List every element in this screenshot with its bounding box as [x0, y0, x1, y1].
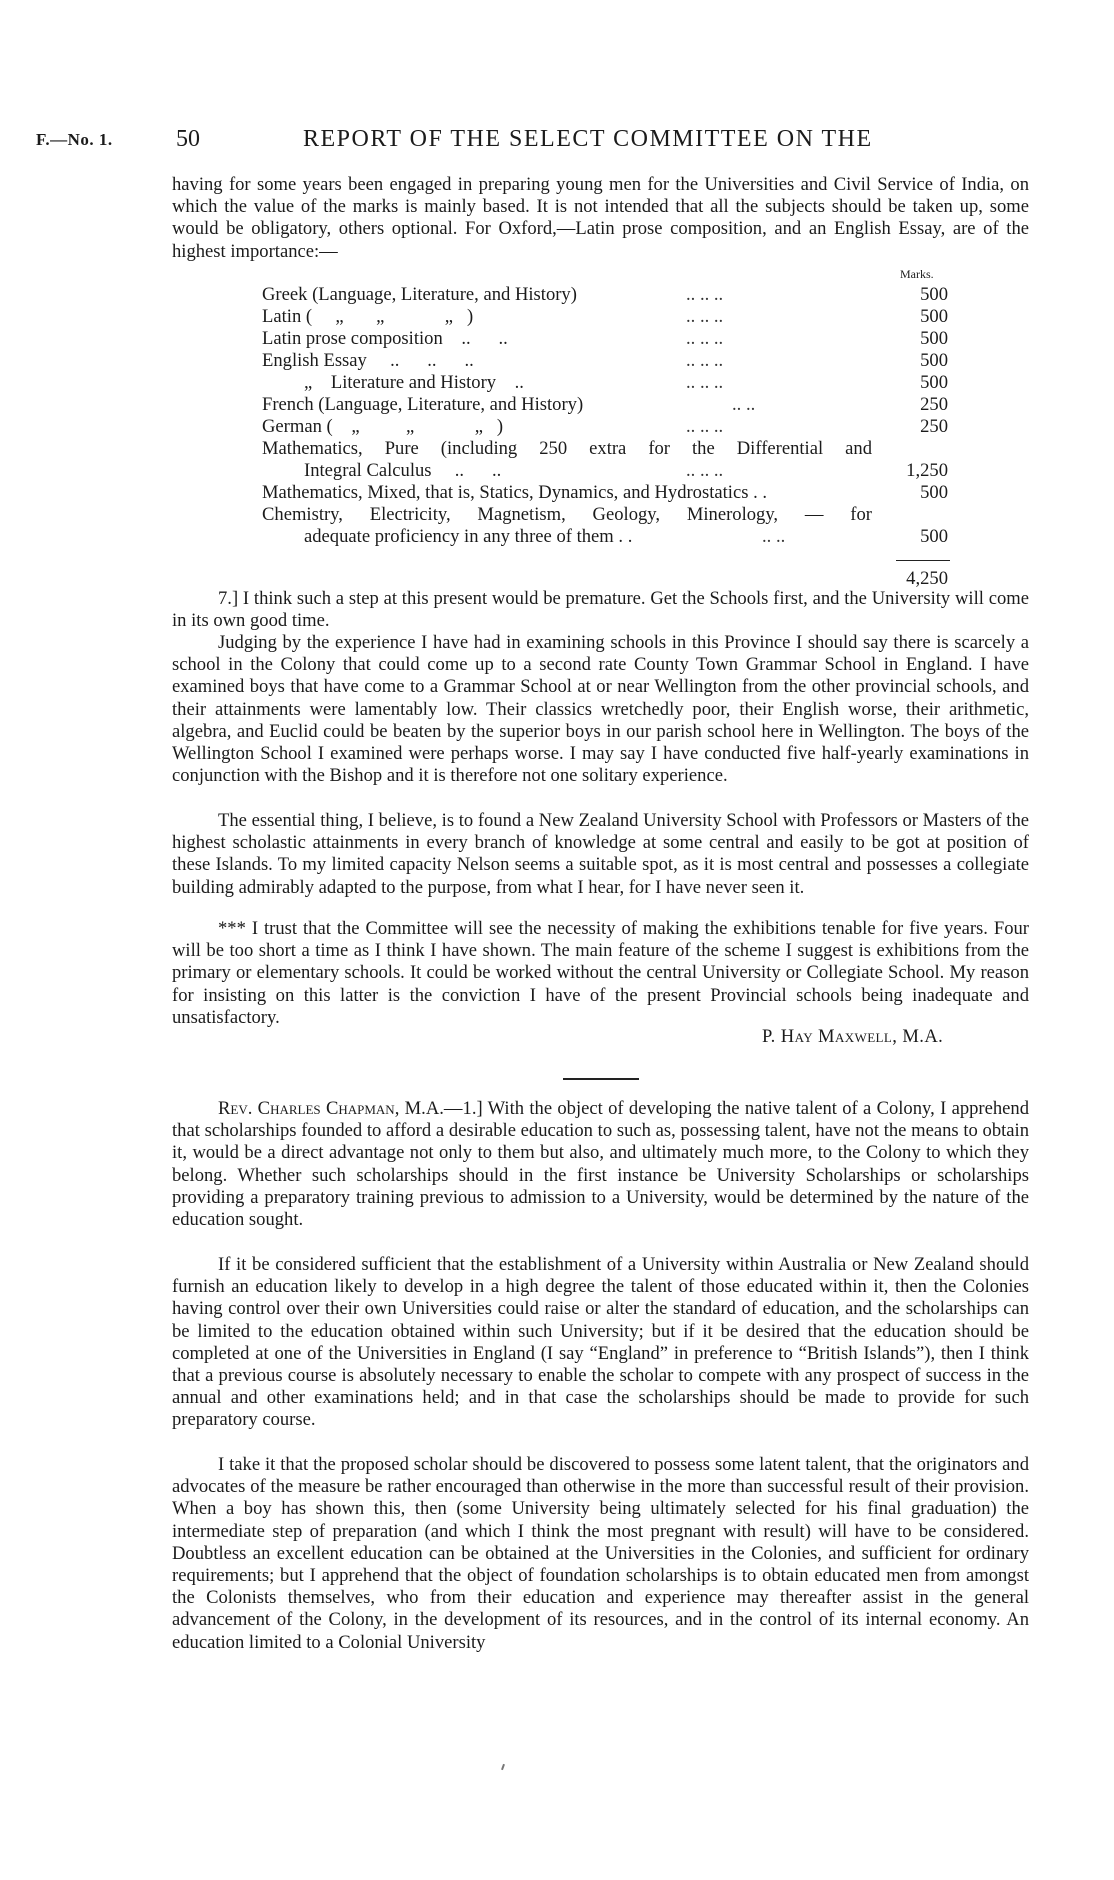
- marks-row: Latin ( „ „ „ ) .. .. .. 500: [262, 306, 948, 327]
- document-reference: F.—No. 1.: [36, 130, 113, 149]
- marks-row: German ( „ „ „ ) .. .. .. 250: [262, 416, 948, 437]
- intro-paragraph: having for some years been engaged in preparing young men for the Universities and Civil Service of India, on which the value of the marks is mainly based. It is not intended that all the subjects should be taken up, some would be obligatory, others optional. For Oxford,—Latin prose composition, and an English Essay, are of the highest importance:—: [172, 174, 1029, 262]
- page-number: 50: [176, 126, 200, 152]
- marks-row: Mathematics, Pure (including 250 extra for the Differential and: [262, 438, 872, 459]
- paragraph-judging: Judging by the experience I have had in examining schools in this Province I should say there is scarcely a school in the Colony that could come up to a second rate County Town Grammar School in England. I have examined boys that have come to a Grammar School at or near Wellington from the other provincial schools, and their attainments were lamentably low. Their classics wretchedly poor, their English worse, their arithmetic, algebra, and Euclid could be beaten by the superior boys in our parish school here in Wellington. The boys of the Wellington School I examined were perhaps worse. I may say I have conducted five half-yearly examinations in conjunction with the Bishop and it is therefore not one solitary experience.: [172, 632, 1029, 787]
- running-title: REPORT OF THE SELECT COMMITTEE ON THE: [303, 126, 873, 152]
- paragraph-chapman-1: Rev. Charles Chapman, M.A.—1.] With the object of developing the native talent of a Colony, I apprehend that scholarships founded to afford a desirable education to such as, possessing talent, have not the means to obtain it, would be a direct advantage not only to them but also, and ultimately much more, to the Colony to which they belong. Whether such scholarships should in the first instance be University Scholarships or scholarships providing a preparatory training previous to admission to a University, would be determined by the nature of the education sought.: [172, 1098, 1030, 1231]
- marks-row: English Essay .. .. .. .. .. .. 500: [262, 350, 948, 371]
- paragraph-essential: The essential thing, I believe, is to found a New Zealand University School with Professors or Masters of the highest scholastic attainments in every branch of knowledge at some central and easily to be got at position of these Islands. To my limited capacity Nelson seems a suitable spot, as it is most central and possesses a collegiate building admirably adapted to the purpose, from what I hear, for I have never seen it.: [172, 810, 1029, 898]
- page-header: [0, 126, 1114, 156]
- paragraph-chapman-3: I take it that the proposed scholar should be discovered to possess some latent talent, that the originators and advocates of the measure be rather encouraged than otherwise in the more than successful result of their provision. When a boy has shown this, then (some University being ultimately selected for his final graduation) the intermediate step of preparation (and which I think the most pregnant with result) will have to be considered. Doubtless an excellent education can be obtained at the Universities in the Colonies, and sufficient for ordinary requirements; but I apprehend that the object of foundation scholarships is to obtain educated men from amongst the Colonists themselves, who from their education and experience may thereafter assist in the general advancement of the Colony, in the development of its resources, and in the control of its internal economy. An education limited to a Colonial University: [172, 1454, 1029, 1653]
- paragraph-chapman-2: If it be considered sufficient that the establishment of a University within Australia or New Zealand should furnish an education likely to develop in a high degree the talent of those educated within it, then the Colonies having control over their own Universities could raise or alter the standard of education, and the scholarships can be limited to the education obtained within such University; but if it be desired that the education should be completed at one of the Universities in England (I say “England” in preference to “British Islands”), then I think that a previous course is absolutely necessary to enable the scholar to compete with any prospect of success in the annual and other examinations held; and in that case the scholarships should be made to provide for such preparatory course.: [172, 1254, 1029, 1431]
- marks-row: Integral Calculus .. .. .. .. .. 1,250: [304, 460, 948, 481]
- author-name: Rev. Charles Chapman, M.A.: [218, 1098, 444, 1119]
- marks-row: „ Literature and History .. .. .. .. 500: [304, 372, 948, 393]
- paragraph-7: 7.] I think such a step at this present would be premature. Get the Schools first, and the University will come in its own good time.: [172, 588, 1029, 632]
- marks-row: Chemistry, Electricity, Magnetism, Geology, Minerology, — for: [262, 504, 872, 525]
- paper-speck: [501, 1764, 505, 1770]
- paragraph-trust: *** I trust that the Committee will see the necessity of making the exhibitions tenable for five years. Four will be too short a time as I think I have shown. The main feature of the scheme I suggest is exhibitions from the primary or elementary schools. It could be worked without the central University or Collegiate School. My reason for insisting on this latter is the conviction I have of the present Provincial schools being inadequate and unsatisfactory.: [172, 918, 1029, 1028]
- signature-maxwell: P. Hay Maxwell, M.A.: [762, 1026, 944, 1047]
- marks-row: Latin prose composition .. .. .. .. .. 500: [262, 328, 948, 349]
- marks-column-header: Marks.: [900, 267, 934, 281]
- marks-row: Greek (Language, Literature, and History) .. .. .. 500: [262, 284, 948, 305]
- marks-total: 4,250: [906, 568, 948, 589]
- marks-row: adequate proficiency in any three of them . . .. .. 500: [304, 526, 948, 547]
- marks-row: French (Language, Literature, and History) .. .. 250: [262, 394, 948, 415]
- marks-row: Mathematics, Mixed, that is, Statics, Dynamics, and Hydrostatics . . 500: [262, 482, 948, 503]
- total-rule: [896, 560, 950, 561]
- section-divider: [563, 1078, 639, 1080]
